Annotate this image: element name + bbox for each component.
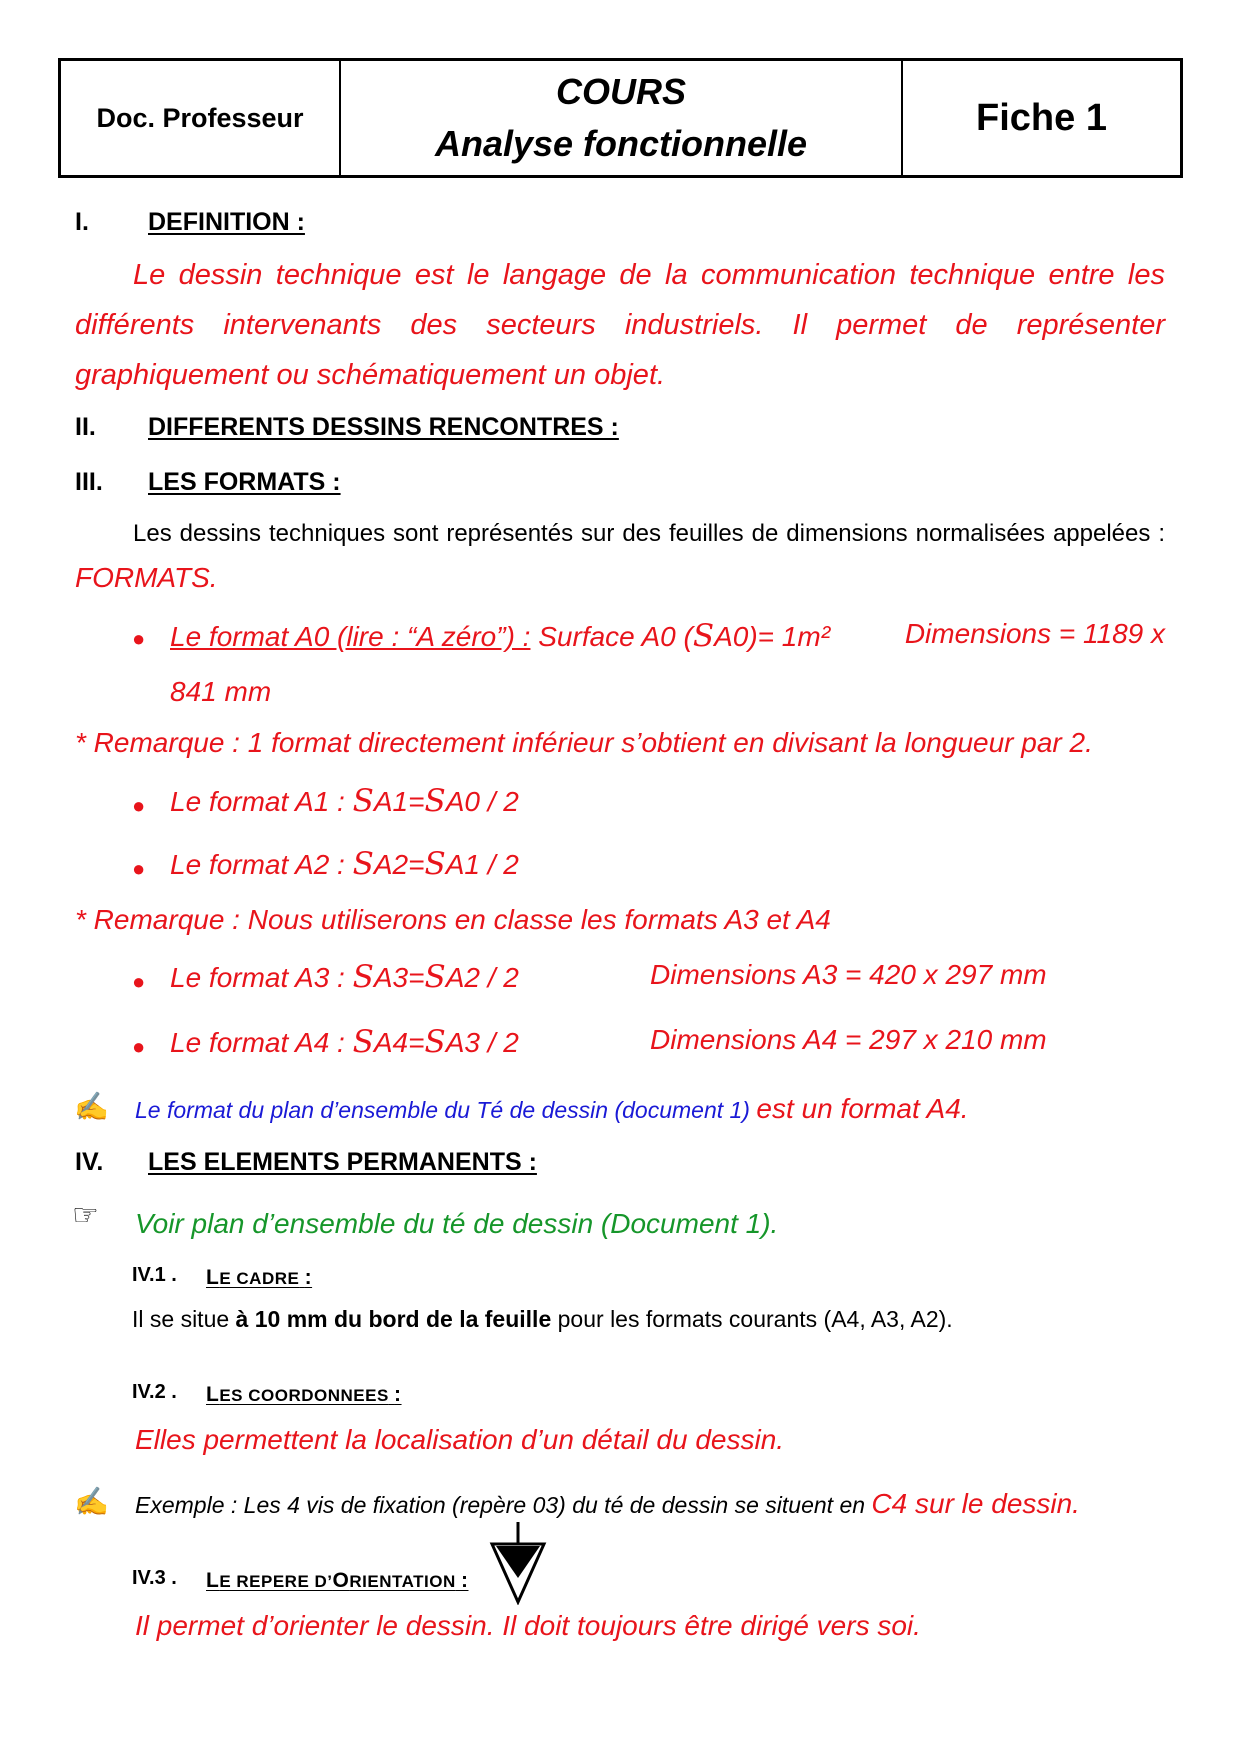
format-a4-S: S (352, 1024, 374, 1060)
format-a1-S: S (352, 783, 374, 819)
definition-paragraph (75, 250, 1165, 400)
cadre-text-bold: à 10 mm du bord de la feuille (235, 1306, 552, 1332)
subsection-2-cap: L (206, 1383, 220, 1406)
format-a3-end: A2 / 2 (445, 962, 519, 993)
repere-text: Il permet d’orienter le dessin. Il doit toujours être dirigé vers soi. (135, 1610, 921, 1641)
formats-intro (75, 512, 1165, 602)
format-a0-dim-cont: 841 mm (170, 676, 272, 707)
a4-note-red: est un format A4. (756, 1093, 969, 1124)
format-a0-surface-post: A0)= 1m² (714, 621, 831, 652)
format-a4-end: A3 / 2 (445, 1027, 519, 1058)
subsection-3-cap: L (206, 1569, 220, 1592)
format-a2-S: S (352, 846, 374, 882)
section-4-number: IV. (75, 1148, 104, 1176)
format-a1-end: A0 / 2 (445, 786, 519, 817)
subsection-3-number: IV.3 . (132, 1567, 177, 1589)
format-a4-mid: A4= (373, 1027, 425, 1058)
format-a0-surface-pre: Surface A0 ( (538, 621, 693, 652)
header-doc-label: Doc. Professeur (96, 102, 304, 133)
header-doc-cell (61, 61, 341, 175)
subsection-2-rest: ES COORDONNEES (219, 1386, 389, 1405)
writing-hand-icon: ✍ (74, 1486, 109, 1517)
voir-plan-text: Voir plan d’ensemble du té de dessin (Document 1). (135, 1208, 779, 1239)
formats-intro-text: Les dessins techniques sont représentés sur des feuilles de dimensions normalisées appelées : (133, 520, 1165, 547)
writing-hand-icon: ✍ (74, 1091, 109, 1122)
coord-example-red: C4 sur le dessin. (871, 1488, 1080, 1519)
format-a4-line (170, 1024, 519, 1060)
cadre-text-pre: Il se situe (132, 1306, 230, 1332)
coord-text: Elles permettent la localisation d’un détail du dessin. (135, 1424, 785, 1455)
bullet-icon: ● (132, 969, 146, 994)
bullet-icon: ● (132, 856, 146, 881)
subsection-1-cap: L (206, 1266, 220, 1289)
section-3-title: LES FORMATS : (148, 468, 341, 496)
a4-note (135, 1093, 969, 1125)
format-a4-label: Le format A4 : (170, 1027, 345, 1058)
section-2-title: DIFFERENTS DESSINS RENCONTRES : (148, 413, 619, 441)
format-a1-line (170, 783, 519, 819)
format-a2-label: Le format A2 : (170, 849, 345, 880)
format-a4-S2: S (424, 1024, 446, 1060)
remark-1: * Remarque : 1 format directement inférieur s’obtient en divisant la longueur par 2. (75, 727, 1093, 758)
bullet-icon: ● (132, 793, 146, 818)
subsection-3-colon: : (460, 1569, 469, 1592)
subsection-3-rest: E REPERE D’ (219, 1572, 333, 1591)
format-a1-mid: A1= (373, 786, 425, 817)
orientation-mark-icon (488, 1520, 548, 1605)
subsection-1-rest: E CADRE (219, 1269, 300, 1288)
section-3-number: III. (75, 468, 103, 496)
format-a0-line (170, 618, 830, 654)
header-cours: COURS (555, 71, 686, 112)
section-1-title: DEFINITION : (148, 208, 305, 236)
coord-example (135, 1488, 1080, 1520)
subsection-3-rest2: RIENTATION (349, 1572, 456, 1591)
header-title-cell (341, 61, 903, 175)
a4-note-blue: Le format du plan d’ensemble du Té de dessin (document 1) (135, 1097, 750, 1123)
format-a3-label: Le format A3 : (170, 962, 345, 993)
cadre-text (132, 1306, 953, 1333)
subsection-3-cap2: O (332, 1569, 350, 1592)
subsection-3-title (206, 1569, 468, 1593)
format-a1-S2: S (424, 783, 446, 819)
formats-word: FORMATS. (75, 562, 218, 593)
format-a0-dimensions: Dimensions = 1189 x (904, 618, 1165, 649)
section-4-title: LES ELEMENTS PERMANENTS : (148, 1148, 537, 1176)
format-a2-end: A1 / 2 (445, 849, 519, 880)
header-table (58, 58, 1183, 178)
definition-text: Le dessin technique est le langage de la communication technique entre les différents intervenants des secteurs industriels. Il permet de représenter graphiquement ou schématiquement un objet. (75, 259, 1165, 391)
subsection-2-number: IV.2 . (132, 1381, 177, 1403)
cadre-text-post: pour les formats courants (A4, A3, A2). (557, 1306, 953, 1332)
format-a2-mid: A2= (373, 849, 425, 880)
subsection-2-colon: : (394, 1383, 402, 1406)
format-a3-line (170, 959, 519, 995)
section-1-number: I. (75, 208, 89, 236)
format-a1-label: Le format A1 : (170, 786, 345, 817)
header-subject: Analyse fonctionnelle (434, 123, 808, 164)
format-a3-S2: S (424, 959, 446, 995)
bullet-icon: ● (132, 1034, 146, 1059)
format-a4-dimensions: Dimensions A4 = 297 x 210 mm (650, 1024, 1047, 1055)
format-a0-S: S (692, 618, 715, 654)
subsection-1-title (206, 1266, 312, 1290)
format-a3-mid: A3= (373, 962, 425, 993)
format-a3-dimensions: Dimensions A3 = 420 x 297 mm (650, 959, 1047, 990)
coord-example-pre: Exemple : Les 4 vis de fixation (repère 03) du té de dessin se situent en (135, 1492, 866, 1518)
pointing-hand-icon: ☞ (72, 1199, 99, 1232)
subsection-1-number: IV.1 . (132, 1264, 177, 1286)
header-fiche-cell (903, 61, 1180, 175)
section-2-number: II. (75, 413, 96, 441)
header-fiche: Fiche 1 (976, 96, 1107, 139)
format-a2-S2: S (424, 846, 446, 882)
bullet-icon: ● (132, 626, 146, 651)
format-a3-S: S (352, 959, 374, 995)
format-a2-line (170, 846, 519, 882)
remark-2: * Remarque : Nous utiliserons en classe les formats A3 et A4 (75, 904, 831, 935)
subsection-1-colon: : (304, 1266, 313, 1289)
format-a0-label: Le format A0 (lire : “A zéro”) : (170, 621, 531, 652)
subsection-2-title (206, 1383, 402, 1407)
